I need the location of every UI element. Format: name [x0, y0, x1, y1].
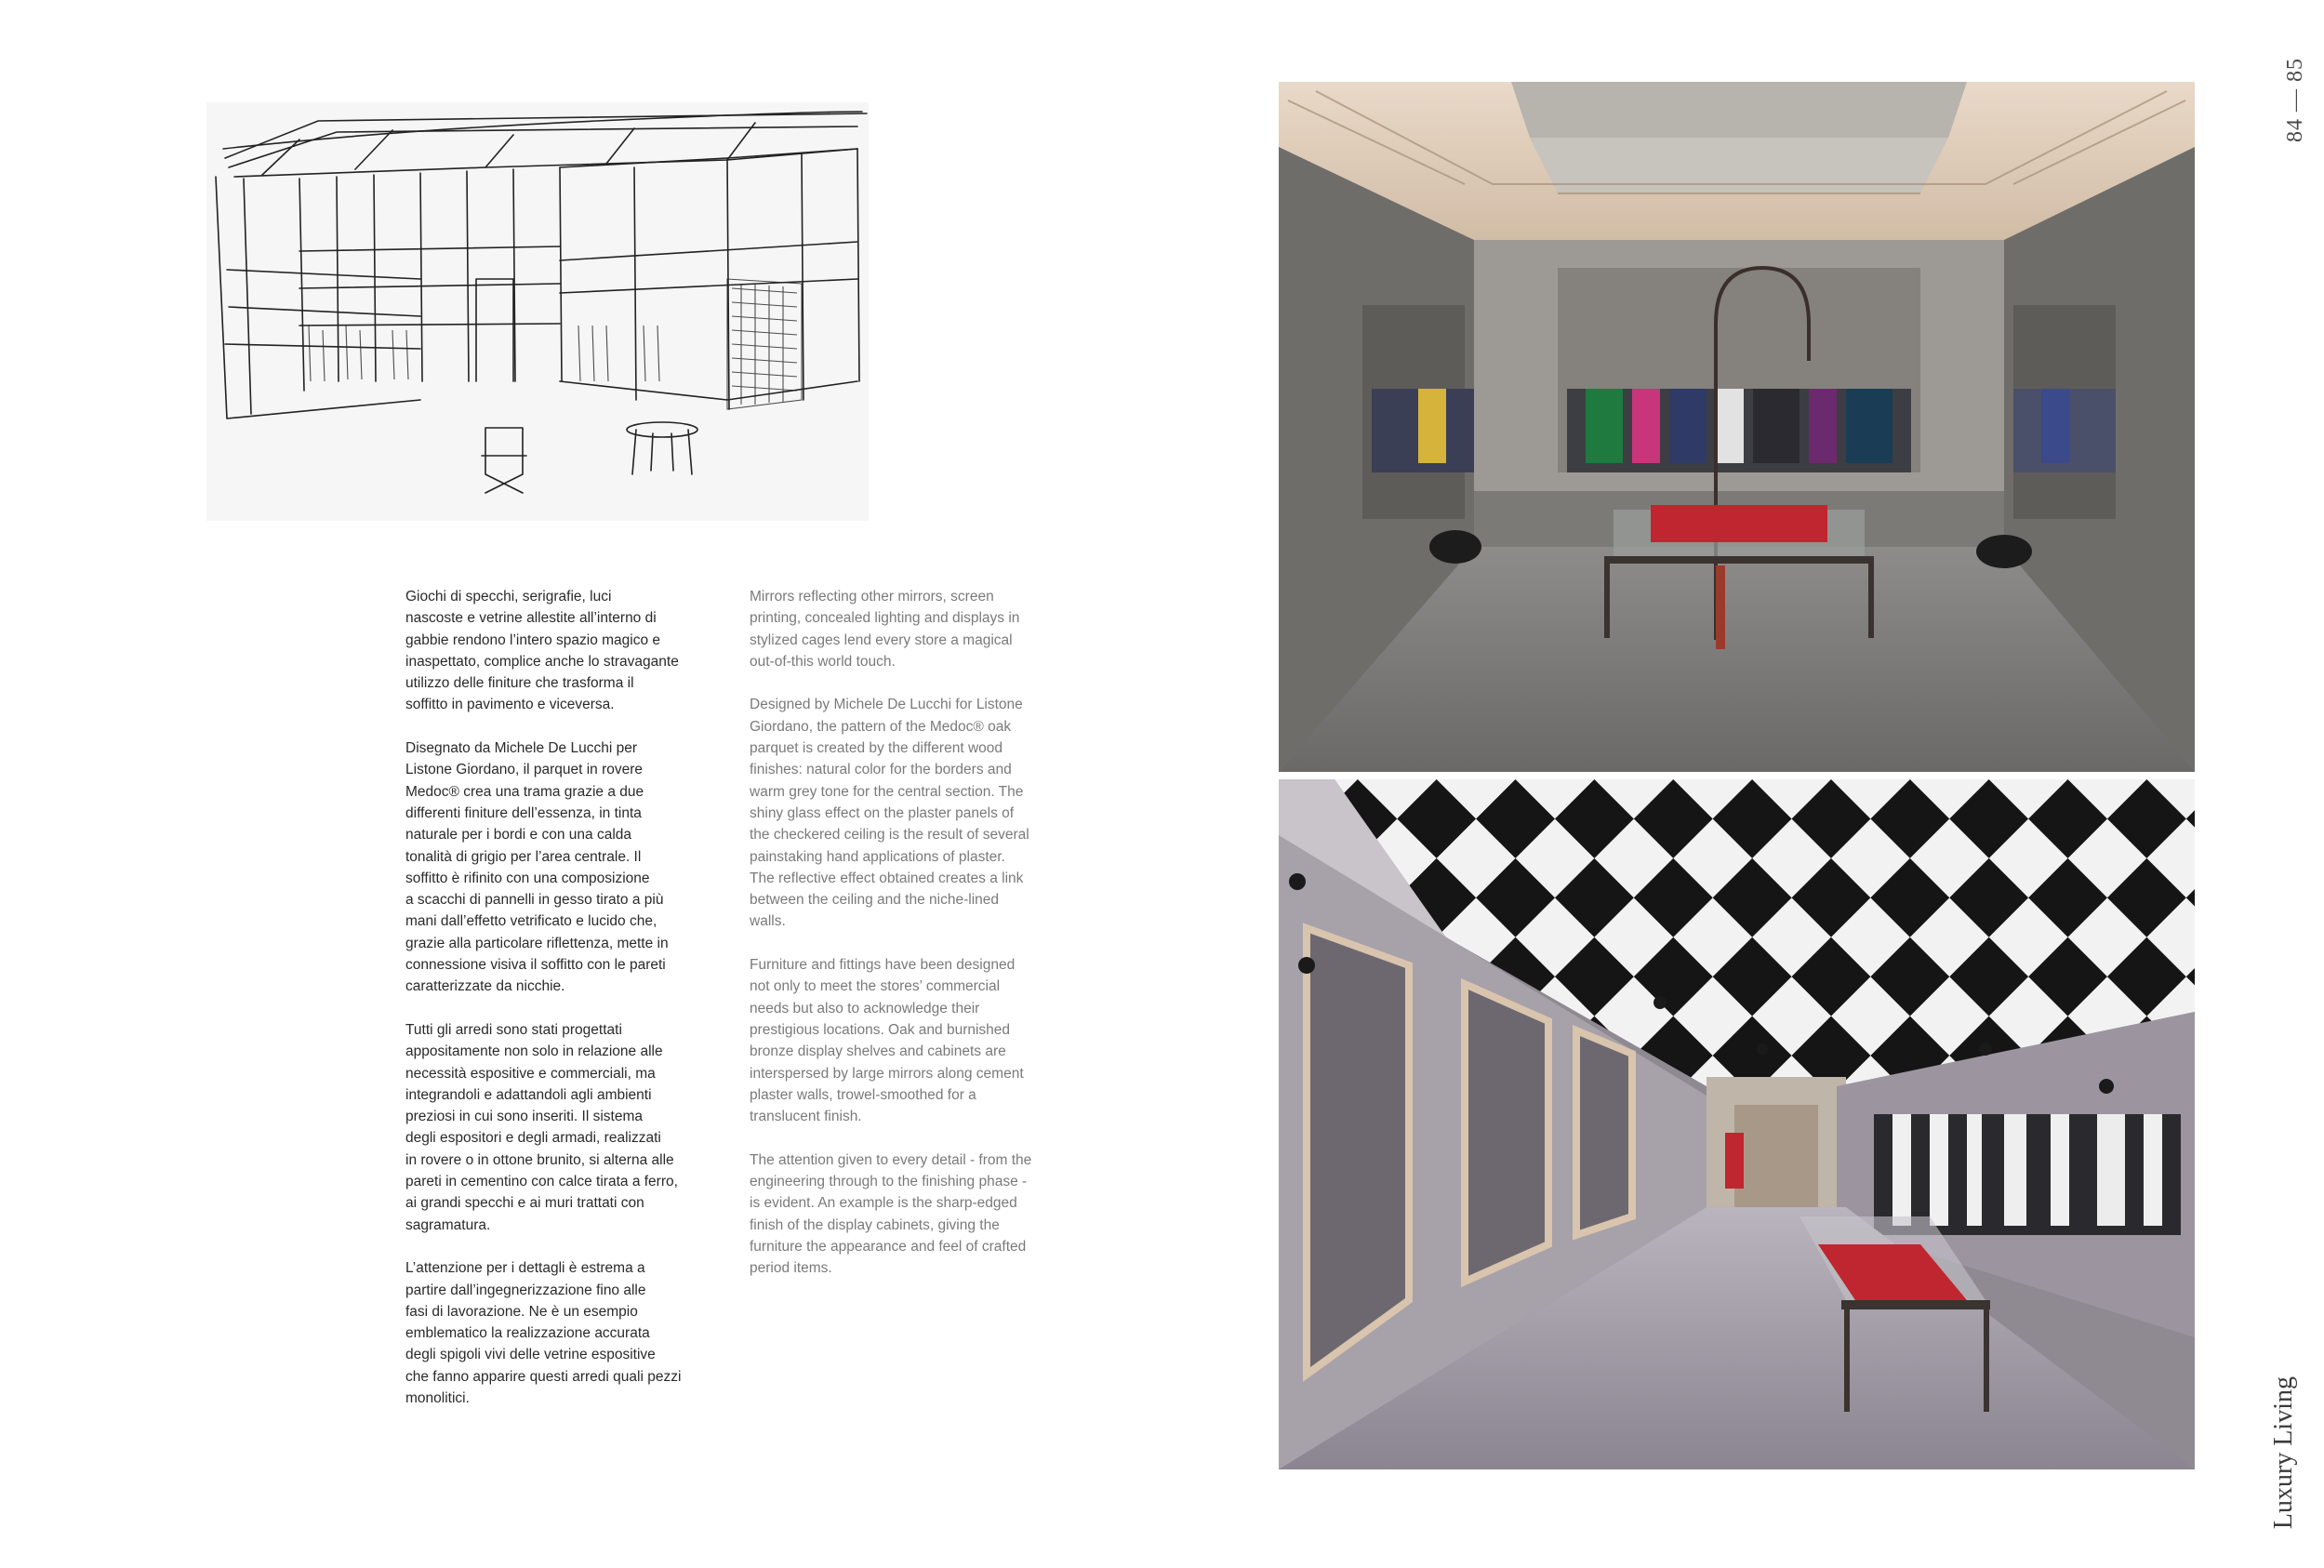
english-text-column [750, 586, 1066, 1301]
italian-paragraph: L’attenzione per i dettagli è estrema a partire dall’ingegnerizzazione fino alle fasi di lavorazione. Ne è un esempio emblematico la realizzazione accurata degli spigoli vivi delle vetrine espositive che fanno apparire questi arredi quali pezzi monolitici. [405, 1260, 682, 1406]
english-paragraph: The attention given to every detail - from the engineering through to the finishing phase - is evident. An example is the sharp-edged finish of the display cabinets, giving the furniture the appearance and feel of crafted period items. [750, 1151, 1032, 1277]
boutique-photo-top [1279, 82, 2195, 772]
italian-text-column [405, 586, 722, 1431]
english-paragraph: Furniture and fittings have been designed not only to meet the stores’ commercial needs but also to acknowledge their prestigious locations. Oak and burnished bronze display shelves and cabinets are interspersed by large mirrors along cement plaster walls, trowel-smoothed for a translucent finish. [750, 957, 1024, 1125]
store-sketch-illustration [206, 102, 869, 521]
italian-paragraph: Giochi di specchi, serigrafie, luci nascoste e vetrine allestite all’interno di gabbie rendono l’intero spazio magico e inaspettato, complice anche lo stravagante utilizzo delle finiture che trasforma il soffitto in pavimento e viceversa. [405, 589, 679, 713]
page-numbers: 84 — 85 [2283, 58, 2307, 142]
boutique-photo-bottom [1279, 779, 2195, 1469]
english-paragraph: Designed by Michele De Lucchi for Listone Giordano, the pattern of the Medoc® oak parquet is created by the different wood finishes: natural color for the borders and warm grey tone for the central section. The shiny glass effect on the plaster panels of the checkered ceiling is the result of several painstaking hand applications of plaster. The reflective effect obtained creates a link between the ceiling and the niche-lined walls. [750, 697, 1029, 930]
magazine-name: Luxury Living [2269, 1376, 2298, 1530]
italian-paragraph: Tutti gli arredi sono stati progettati appositamente non solo in relazione alle necessità espositive e commerciali, ma integrandoli e adattandoli agli ambienti preziosi in cui sono inseriti. Il sistema degli espositori e degli armadi, realizzati in rovere o in ottone brunito, si alterna alle pareti in cementino con calce tirata a ferro, ai grandi specchi e ai muri trattati con sagramatura. [405, 1021, 678, 1233]
english-paragraph: Mirrors reflecting other mirrors, screen printing, concealed lighting and displays in stylized cages lend every store a magical out-of-this world touch. [750, 589, 1020, 670]
italian-paragraph: Disegnato da Michele De Lucchi per Listone Giordano, il parquet in rovere Medoc® crea una trama grazie a due differenti finiture dell’essenza, in tinta naturale per i bordi e con una calda tonalità di grigio per l’area centrale. Il soffitto è rifinito con una composizione a scacchi di pannelli in gesso tirato a più mani dall’effetto vetrificato e lucido che, grazie alla particolare riflettenza, mette in connessione visiva il soffitto con le pareti caratterizzate da nicchie. [405, 740, 669, 995]
